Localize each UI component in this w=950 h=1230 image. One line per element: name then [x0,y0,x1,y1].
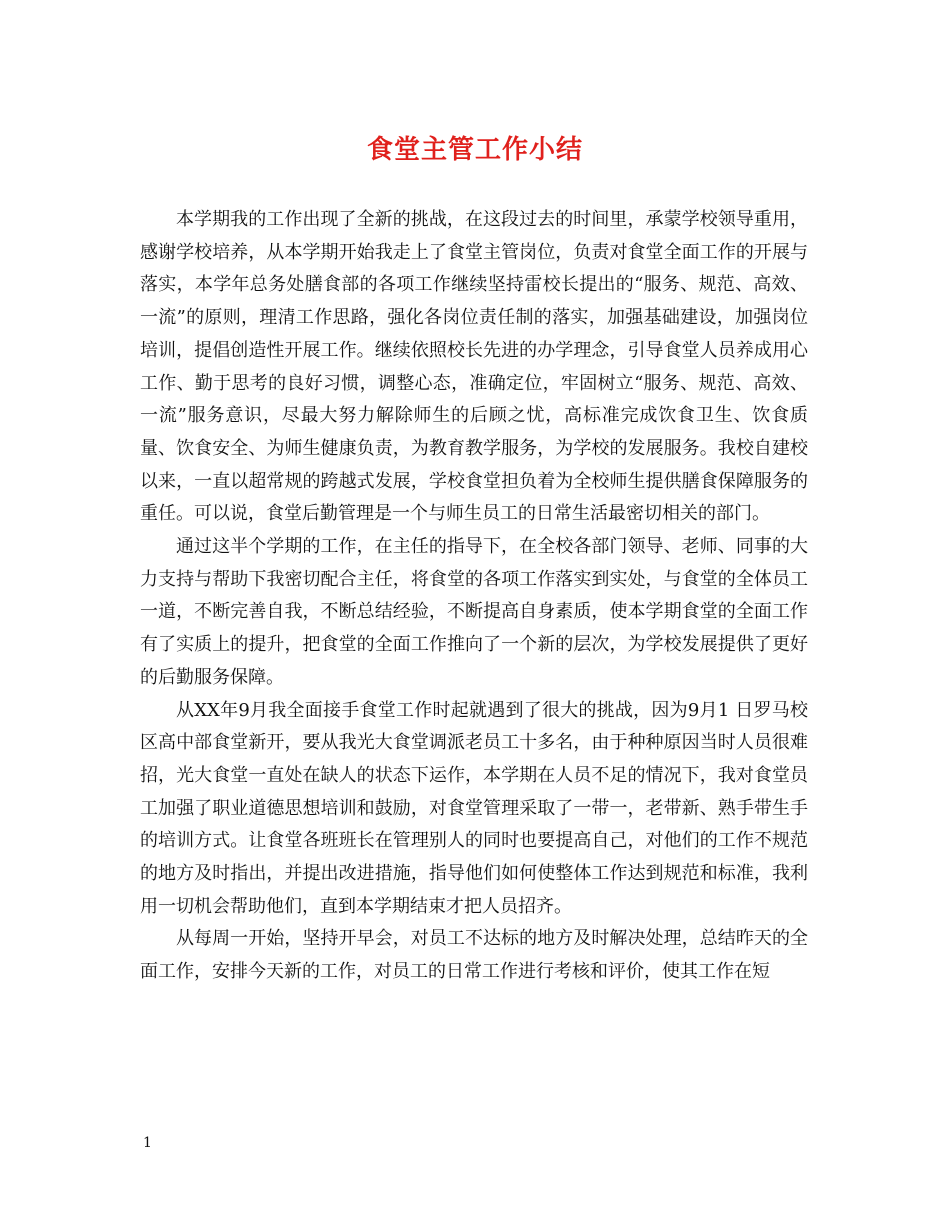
page-number: 1 [143,1135,152,1151]
paragraph: 从每周一开始，坚持开早会，对员工不达标的地方及时解决处理，总结昨天的全面工作，安排今天新的工作，对员工的日常工作进行考核和评价，使其工作在短 [140,928,808,983]
paragraph: 通过这半个学期的工作，在主任的指导下，在全校各部门领导、老师、同事的大力支持与帮助下我密切配合主任，将食堂的各项工作落实到实处，与食堂的全体员工一道，不断完善自我，不断总结经验，不断提高自身素质，使本学期食堂的全面工作有了实质上的提升，把食堂的全面工作推向了一个新的层次，为学校发展提供了更好的后勤服务保障。 [140,536,808,688]
document-title: 食堂主管工作小结 [366,135,583,165]
paragraph: 从XX年9月我全面接手食堂工作时起就遇到了很大的挑战，因为9月1 日罗马校区高中部食堂新开，要从我光大食堂调派老员工十多名，由于种种原因当时人员很难招，光大食堂一直处在缺人的状态下运作，本学期在人员不足的情况下，我对食堂员工加强了职业道德思想培训和鼓励，对食堂管理采取了一带一，老带新、熟手带生手的培训方式。让食堂各班班长在管理别人的同时也要提高自己，对他们的工作不规范的地方及时指出，并提出改进措施，指导他们如何使整体工作达到规范和标准，我利用一切机会帮助他们，直到本学期结束才把人员招齐。 [140,699,808,917]
paragraph: 本学期我的工作出现了全新的挑战，在这段过去的时间里，承蒙学校领导重用，感谢学校培养，从本学期开始我走上了食堂主管岗位，负责对食堂全面工作的开展与落实，本学年总务处膳食部的各项工作继续坚持雷校长提出的“服务、规范、高效、一流”的原则，理清工作思路，强化各岗位责任制的落实，加强基础建设，加强岗位培训，提倡创造性开展工作。继续依照校长先进的办学理念，引导食堂人员养成用心工作、勤于思考的良好习惯，调整心态，准确定位，牢固树立“服务、规范、高效、一流”服务意识，尽最大努力解除师生的后顾之忧，高标准完成饮食卫生、饮食质量、饮食安全、为师生健康负责，为教育教学服务，为学校的发展服务。我校自建校以来，一直以超常规的跨越式发展，学校食堂担负着为全校师生提供膳食保障服务的重任。可以说，食堂后勤管理是一个与师生员工的日常生活最密切相关的部门。 [140,209,808,525]
document-body [140,204,808,989]
